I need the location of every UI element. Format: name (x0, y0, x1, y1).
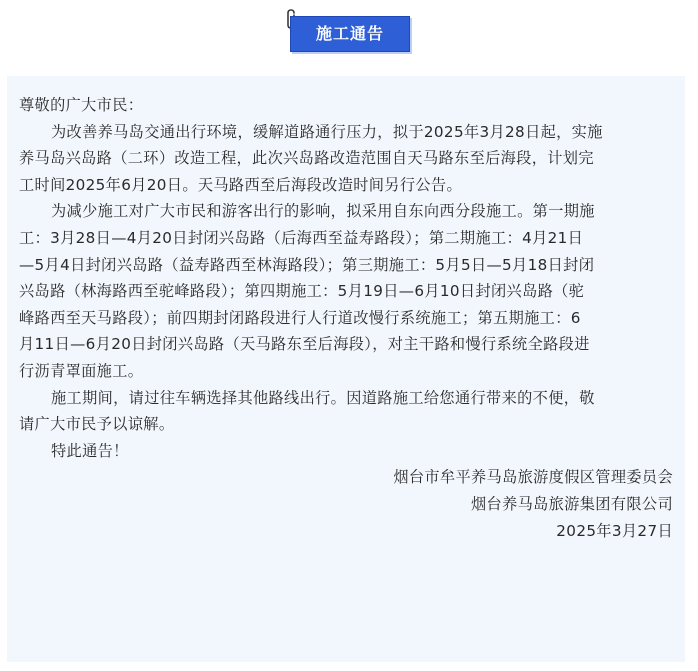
notice-date: 2025年3月27日 (556, 521, 673, 540)
signature-committee: 烟台市牟平养马岛旅游度假区管理委员会 (393, 468, 673, 487)
paragraph-line: 峰路西至天马路段）；前四期封闭路段进行人行道改慢行系统施工；第五期施工：6 (19, 308, 581, 327)
paragraph-line: 兴岛路（林海路西至驼峰路段）；第四期施工：5月19日—6月10日封闭兴岛路（驼 (19, 282, 585, 301)
paragraph-line: 养马岛兴岛路（二环）改造工程，此次兴岛路改造范围自天马路东至后海段，计划完 (19, 149, 594, 168)
notice-header (0, 0, 698, 70)
paragraph-line: 为减少施工对广大市民和游客出行的影响，拟采用自东向西分段施工。第一期施 (51, 202, 595, 221)
paragraph-line: 请广大市民予以谅解。 (19, 415, 175, 434)
paragraph-line: 为改善养马岛交通出行环境，缓解道路通行压力，拟于2025年3月28日起，实施 (51, 122, 603, 141)
closing-text: 特此通告！ (51, 441, 129, 460)
paragraph-line: 行沥青罩面施工。 (19, 361, 144, 380)
paragraph-2 (19, 198, 679, 384)
signature-group: 烟台养马岛旅游集团有限公司 (471, 494, 673, 513)
paragraph-1 (19, 119, 679, 199)
paragraph-line: 施工期间，请过往车辆选择其他路线出行。因道路施工给您通行带来的不便，敬 (51, 388, 595, 407)
greeting: 尊敬的广大市民： (19, 96, 144, 114)
paragraph-line: 工：3月28日—4月20日封闭兴岛路（后海西至益寿路段）；第二期施工：4月21日 (19, 228, 584, 247)
notice-title: 施工通告 (290, 16, 410, 52)
paragraph-3 (19, 385, 679, 438)
notice-body (19, 92, 679, 544)
paragraph-line: —5月4日封闭兴岛路（益寿路西至林海路段）；第三期施工：5月5日—5月18日封闭 (19, 255, 595, 274)
paragraph-line: 月11日—6月20日封闭兴岛路（天马路东至后海段），对主干路和慢行系统全路段进 (19, 335, 590, 354)
paragraph-line: 工时间2025年6月20日。天马路西至后海段改造时间另行公告。 (19, 175, 462, 194)
